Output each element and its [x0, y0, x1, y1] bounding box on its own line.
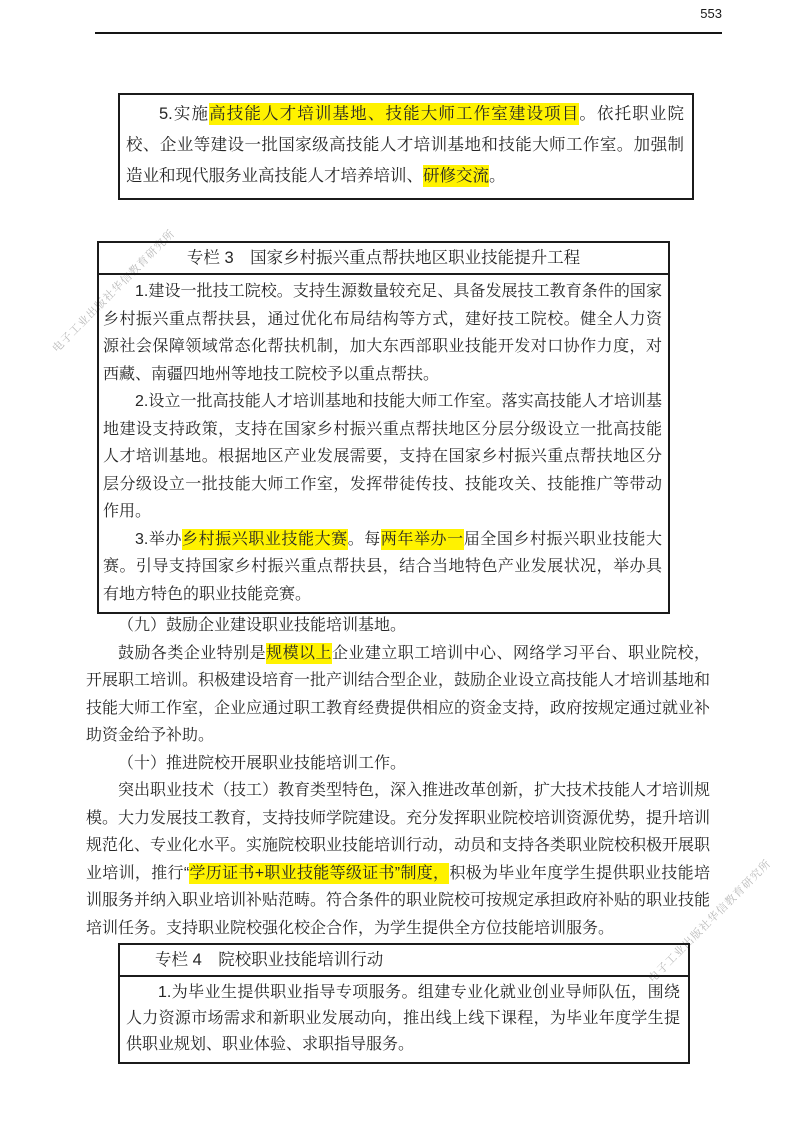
panel-3-title: 专栏 3 国家乡村振兴重点帮扶地区职业技能提升工程 [99, 243, 668, 275]
header-rule [95, 32, 722, 34]
panel-4-body [120, 977, 688, 1062]
section-10-paragraph: 突出职业技术（技工）教育类型特色，深入推进改革创新，扩大技术技能人才培训规模。大力发展技工教育，支持技师学院建设。充分发挥职业院校培训资源优势，提升培训规范化、专业化水平。实施院校职业技能培训行动，动员和支持各类职业院校积极开展职业培训，推行“学历证书+职业技能等级证书”制度，积极为毕业年度学生提供职业技能培训服务并纳入职业培训补贴范畴。符合条件的职业院校可按规定承担政府补贴的职业技能培训任务。支持职业院校强化校企合作，为学生提供全方位技能培训服务。 [86, 782, 711, 937]
section-9-paragraph: 鼓励各类企业特别是规模以上企业建立职工培训中心、网络学习平台、职业院校，开展职工培训。积极建设培育一批产训结合型企业，鼓励企业设立高技能人才培训基地和技能大师工作室，企业应通过职工教育经费提供相应的资金支持，政府按规定通过就业补助资金给予补助。 [86, 644, 711, 744]
panel-3-paragraph-2: 2.设立一批高技能人才培训基地和技能大师工作室。落实高技能人才培训基地建设支持政策，支持在国家乡村振兴重点帮扶地区分层分级设立一批高技能人才培训基地。根据地区产业发展需要，支持在国家乡村振兴重点帮扶地区分层分级设立一批技能大师工作室，发挥带徒传技、技能攻关、技能推广等带动作用。 [103, 393, 662, 520]
page-number: 553 [700, 6, 722, 21]
main-text [86, 612, 710, 942]
highlighted-text: 高技能人才培训基地、技能大师工作室建设项目 [209, 105, 580, 123]
panel-3-paragraph-3: 3.举办乡村振兴职业技能大赛。每两年举办一届全国乡村振兴职业技能大赛。引导支持国家乡村振兴重点帮扶县，结合当地特色产业发展状况，举办具有地方特色的职业技能竞赛。 [103, 530, 662, 603]
highlighted-text: 乡村振兴职业技能大赛 [182, 530, 348, 548]
panel-4-paragraph-1: 1.为毕业生提供职业指导专项服务。组建专业化就业创业导师队伍，围绕人力资源市场需求和新职业发展动向，推出线上线下课程，为毕业年度学生提供职业规划、职业体验、求职指导服务。 [126, 984, 680, 1053]
watermark-top-left: 电子工业出版社华信教育研究所 [50, 227, 178, 355]
highlighted-text: 规模以上 [266, 644, 332, 662]
intro-paragraph: 5.实施高技能人才培训基地、技能大师工作室建设项目。依托职业院校、企业等建设一批国家级高技能人才培训基地和技能大师工作室。加强制造业和现代服务业高技能人才培养培训、研修交流。 [126, 105, 685, 185]
section-9-heading: （九）鼓励企业建设职业技能培训基地。 [118, 617, 407, 634]
section-10-heading: （十）推进院校开展职业技能培训工作。 [118, 754, 407, 772]
watermark-bottom-right: 电子工业出版社华信教育研究所 [646, 857, 774, 985]
panel-3-body [99, 275, 668, 612]
panel-4-title: 专栏 4 院校职业技能培训行动 [120, 945, 688, 977]
panel-3-rural-revitalization [97, 241, 670, 614]
panel-3-paragraph-1: 1.建设一批技工院校。支持生源数量较充足、具备发展技工教育条件的国家乡村振兴重点帮扶县，通过优化布局结构等方式，建好技工院校。健全人力资源社会保障领域常态化帮扶机制，加大东西部职业技能开发对口协作力度，对西藏、南疆四地州等地技工院校予以重点帮扶。 [103, 283, 662, 383]
highlighted-text: 研修交流 [423, 167, 489, 185]
panel-4-school-training [118, 943, 690, 1064]
intro-box [118, 93, 694, 200]
highlighted-text: 两年举办一 [380, 530, 464, 548]
highlighted-text: 学历证书+职业技能等级证书”制度， [189, 864, 450, 882]
